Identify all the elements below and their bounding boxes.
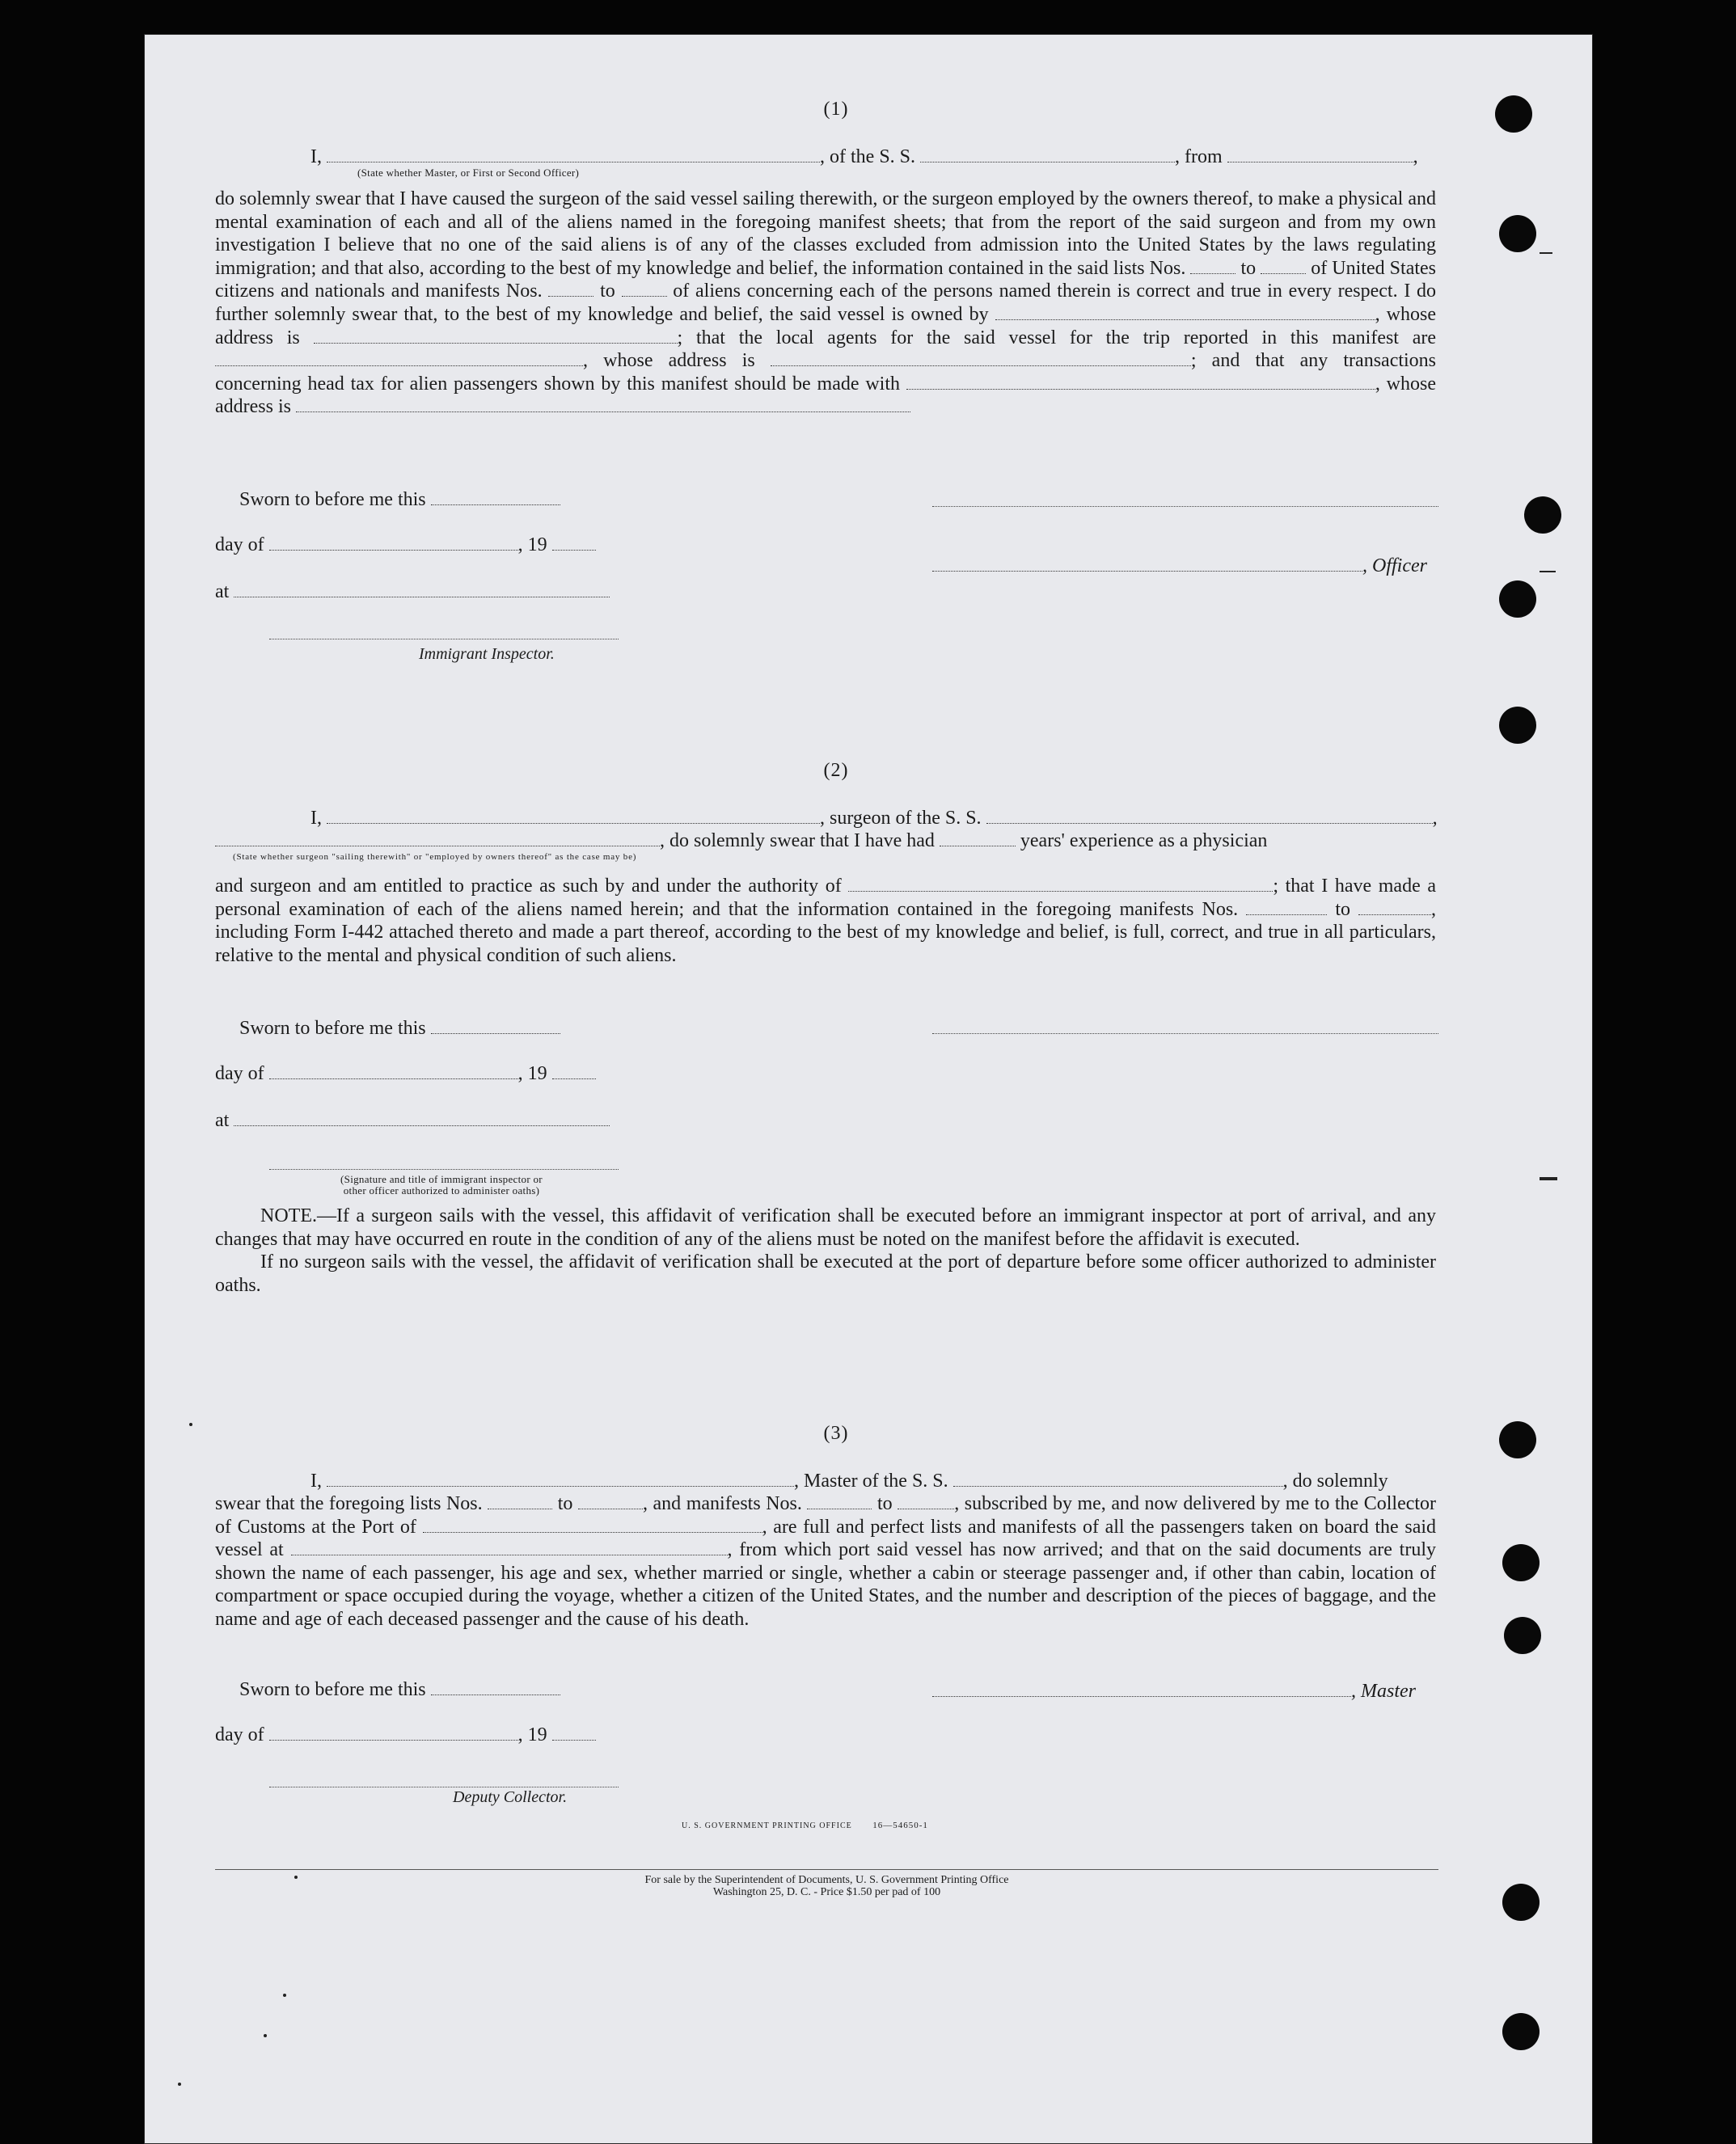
sworn-label: Sworn to before me this — [239, 1679, 426, 1700]
head-tax-address-field[interactable] — [296, 397, 910, 412]
signature-caption-line: other officer authorized to administer oaths) — [343, 1184, 540, 1197]
oath-i: I, — [310, 146, 322, 167]
authority-field[interactable] — [848, 876, 1273, 892]
section-2-text: that I have made a personal examination of each of the aliens named herein; and that the information contained in the foregoing manifests Nos. — [215, 876, 1437, 920]
oath-i: I, — [310, 1471, 322, 1492]
master-line — [932, 1680, 1498, 1703]
section-2-sworn — [239, 1017, 724, 1040]
officer-signature-field[interactable] — [932, 556, 1362, 572]
punch-hole — [1499, 707, 1536, 744]
place-field[interactable] — [234, 582, 610, 597]
from-label: , from — [1175, 146, 1223, 167]
year-prefix: , 19 — [517, 1724, 547, 1745]
surgeon-status-field[interactable] — [215, 831, 660, 846]
at-label: at — [215, 1110, 230, 1131]
master-signature-field[interactable] — [932, 1682, 1351, 1697]
ink-speck — [1540, 1177, 1557, 1180]
vessel-name-field[interactable] — [986, 808, 1433, 824]
section-3-text: , subscribed by me, and now delivered by me to the Collector of Customs at the Port of — [215, 1493, 1437, 1538]
collector-caption: Deputy Collector. — [453, 1788, 568, 1806]
vessel-name-field[interactable] — [920, 147, 1175, 162]
to-label: to — [877, 1493, 893, 1514]
gpo-imprint — [682, 1821, 928, 1830]
section-1-text: whose address is — [603, 350, 755, 372]
signature-caption-line: (Signature and title of immigrant inspector or — [340, 1173, 543, 1185]
section-1-text: , whose address is — [215, 373, 1437, 418]
sale-notice — [215, 1874, 1438, 1898]
surgeon-caption: (State whether surgeon "sailing therewith" or "employed by owners thereof" as the case may be) — [233, 852, 637, 862]
comma: , — [1432, 808, 1438, 829]
sworn-label: Sworn to before me this — [239, 489, 426, 510]
departure-port-field[interactable] — [1227, 147, 1413, 162]
agents-address-field[interactable] — [771, 351, 1191, 366]
note-label: NOTE. — [260, 1205, 317, 1226]
sale-notice-line: For sale by the Superintendent of Documents, U. S. Government Printing Office — [644, 1874, 1009, 1886]
section-2-day — [215, 1062, 700, 1086]
to-label: to — [1335, 898, 1350, 920]
to-label: to — [557, 1493, 573, 1514]
punch-hole — [1504, 1617, 1541, 1654]
master-caption: , Master — [1351, 1681, 1416, 1702]
section-2-at — [215, 1109, 700, 1133]
sworn-label: Sworn to before me this — [239, 1018, 426, 1039]
year-field[interactable] — [552, 1725, 596, 1741]
manifests-to-field[interactable] — [1358, 900, 1431, 915]
section-1-opening-line: I, , of the S. S. , from , — [310, 146, 1418, 167]
section-3-sworn — [239, 1678, 724, 1702]
at-label: at — [215, 581, 230, 602]
punch-hole — [1502, 1884, 1540, 1921]
sworn-day-field[interactable] — [431, 1680, 560, 1695]
owner-field[interactable] — [995, 305, 1375, 320]
section-2-text: ; — [1273, 876, 1278, 897]
section-2-line-1 — [262, 807, 1483, 830]
manifests-to-field[interactable] — [898, 1494, 954, 1509]
day-of-label: day of — [215, 1063, 264, 1084]
officer-signature-line[interactable] — [932, 506, 1438, 507]
section-1-text: , — [583, 350, 588, 372]
year-prefix: , 19 — [517, 534, 547, 555]
manifests-from-field[interactable] — [1246, 900, 1327, 915]
punch-hole — [1502, 2013, 1540, 2050]
ink-speck — [1540, 252, 1552, 254]
section-2-paragraph — [215, 875, 1436, 967]
master-name-field[interactable] — [327, 1471, 794, 1487]
section-1-text: of United States citizens and nationals and manifests Nos. — [215, 257, 1436, 302]
section-3-text: , are full and perfect lists and manifests of all the passengers taken on board the said vessel at — [215, 1516, 1437, 1561]
of-ss-label: , of the S. S. — [820, 146, 916, 167]
section-2-number: (2) — [823, 760, 849, 781]
section-1-text: do solemnly swear that I have caused the surgeon of the said vessel sailing therewith, or the surgeon employed by the owners thereof, to make a physical and mental examination of each and all of the aliens named in the foregoing manifest sheets; that from the report of the said surgeon and from my own investigation I believe that no one of the said aliens is of any of the classes excluded from admission into the United States by the laws regulating immigration; and that also, according to the best of my knowledge and belief, the information contained in the said lists Nos. — [215, 188, 1436, 279]
section-1-text: ; and that any transactions concerning head tax for alien passengers shown by this manifest should be made with — [215, 350, 1437, 395]
signature-caption — [280, 1174, 603, 1197]
lists-from-field[interactable] — [488, 1494, 552, 1509]
lists-to-field[interactable] — [1261, 259, 1306, 274]
day-of-label: day of — [215, 534, 264, 555]
section-2-text: , including Form I-442 attached thereto and made a part thereof, according to the best of my knowledge and belief, is full, correct, and true in all particulars, relative to the mental and physical condition of such aliens. — [215, 898, 1437, 966]
officer-line — [932, 555, 1498, 578]
ink-speck — [283, 1994, 286, 1997]
bleed-through-mark — [1134, 702, 1139, 723]
manifests-from-field[interactable] — [807, 1494, 872, 1509]
owner-address-field[interactable] — [314, 328, 678, 344]
punch-hole — [1524, 496, 1561, 534]
section-3-number: (3) — [823, 1423, 849, 1444]
section-1-text: that the local agents for the said vessel for the trip reported in this manifest are — [695, 327, 1437, 348]
form-page — [144, 34, 1593, 2144]
section-2-text: , do solemnly swear that I have had — [660, 830, 935, 851]
year-field[interactable] — [552, 1064, 596, 1079]
section-1-day — [215, 534, 700, 557]
year-prefix: , 19 — [517, 1063, 547, 1084]
surgeon-label: , surgeon of the S. S. — [820, 808, 982, 829]
punch-hole — [1499, 215, 1536, 252]
surgeon-signature-line[interactable] — [932, 1033, 1438, 1034]
footer-rule — [215, 1869, 1438, 1870]
ink-speck — [1540, 571, 1556, 572]
sworn-day-field[interactable] — [431, 1019, 560, 1034]
port-field[interactable] — [423, 1517, 762, 1533]
officer-name-field[interactable] — [327, 147, 820, 162]
section-1-text: ; — [677, 327, 683, 348]
section-1-sworn — [239, 488, 724, 512]
section-2-text: and surgeon and am entitled to practice as such by and under the authority of — [215, 876, 842, 897]
section-3-line-1 — [262, 1470, 1483, 1493]
month-field[interactable] — [269, 535, 518, 551]
section-3-paragraph — [215, 1492, 1436, 1631]
embarkation-port-field[interactable] — [291, 1540, 728, 1555]
note-text: —If a surgeon sails with the vessel, this affidavit of verification shall be executed before an immigrant inspector at port of arrival, and any changes that may have occurred en route in the condition of any of the aliens must be noted on the manifest before the affidavit is executed. — [215, 1205, 1436, 1250]
authorized-officer-signature-line[interactable] — [269, 1169, 619, 1170]
ink-speck — [294, 1876, 298, 1879]
inspector-caption: Immigrant Inspector. — [419, 645, 555, 663]
ink-speck — [178, 2083, 181, 2086]
section-3-text: , do solemnly — [1282, 1471, 1388, 1492]
place-field[interactable] — [234, 1111, 610, 1126]
section-1-text: of aliens concerning each of the persons named therein is correct and true in every respect. I do further solemnly swear that, to the best of my knowledge and belief, the said vessel is owned by — [215, 281, 1437, 325]
agents-field[interactable] — [215, 351, 583, 366]
section-3-day — [215, 1724, 700, 1747]
month-field[interactable] — [269, 1725, 518, 1741]
section-1-at — [215, 580, 700, 604]
surgeon-name-field[interactable] — [327, 808, 820, 824]
lists-to-field[interactable] — [578, 1494, 643, 1509]
sworn-day-field[interactable] — [431, 490, 560, 505]
head-tax-party-field[interactable] — [906, 374, 1375, 390]
section-1-number: (1) — [823, 99, 849, 120]
master-label: , Master of the S. S. — [794, 1471, 948, 1492]
section-2-text: years' experience as a physician — [1020, 830, 1268, 851]
years-field[interactable] — [940, 831, 1016, 846]
ink-speck — [264, 2034, 267, 2037]
month-field[interactable] — [269, 1064, 518, 1079]
manifests-to-field[interactable] — [622, 281, 667, 297]
gpo-label: U. S. GOVERNMENT PRINTING OFFICE — [682, 1821, 852, 1830]
section-3-text: , and manifests Nos. — [642, 1493, 802, 1514]
section-1-paragraph — [215, 188, 1436, 419]
year-field[interactable] — [552, 535, 596, 551]
note-text: If no surgeon sails with the vessel, the affidavit of verification shall be executed at the port of departure before some officer authorized to administer oaths. — [215, 1251, 1436, 1296]
officer-caption-label: , Officer — [1362, 555, 1427, 576]
oath-i: I, — [310, 808, 322, 829]
section-3-text: swear that the foregoing lists Nos. — [215, 1493, 483, 1514]
lists-from-field[interactable] — [1190, 259, 1235, 274]
to-label: to — [600, 281, 615, 302]
form-number: 16—54650-1 — [872, 1821, 928, 1830]
section-1-text: , whose address is — [215, 303, 1436, 348]
ink-speck — [189, 1423, 192, 1426]
surgeon-note — [215, 1205, 1436, 1297]
section-3-text: , from which port said vessel has now arrived; and that on the said documents are truly shown the name of each passenger, his age and sex, whether married or single, whether a cabin or steerage passenger and, if other than cabin, location of compartment or space occupied during the voyage, whether a citizen of the United States, and the number and description of the pieces of baggage, and the name and age of each deceased passenger and the cause of his death. — [215, 1539, 1437, 1630]
sale-notice-line: Washington 25, D. C. - Price $1.50 per pad of 100 — [712, 1886, 941, 1898]
vessel-name-field[interactable] — [953, 1471, 1283, 1487]
section-2-line-2 — [215, 829, 1436, 853]
officer-caption: (State whether Master, or First or Second Officer) — [357, 167, 580, 179]
to-label: to — [1240, 257, 1257, 279]
punch-hole — [1502, 1544, 1540, 1581]
punch-hole — [1499, 580, 1536, 618]
day-of-label: day of — [215, 1724, 264, 1745]
manifests-from-field[interactable] — [548, 281, 593, 297]
